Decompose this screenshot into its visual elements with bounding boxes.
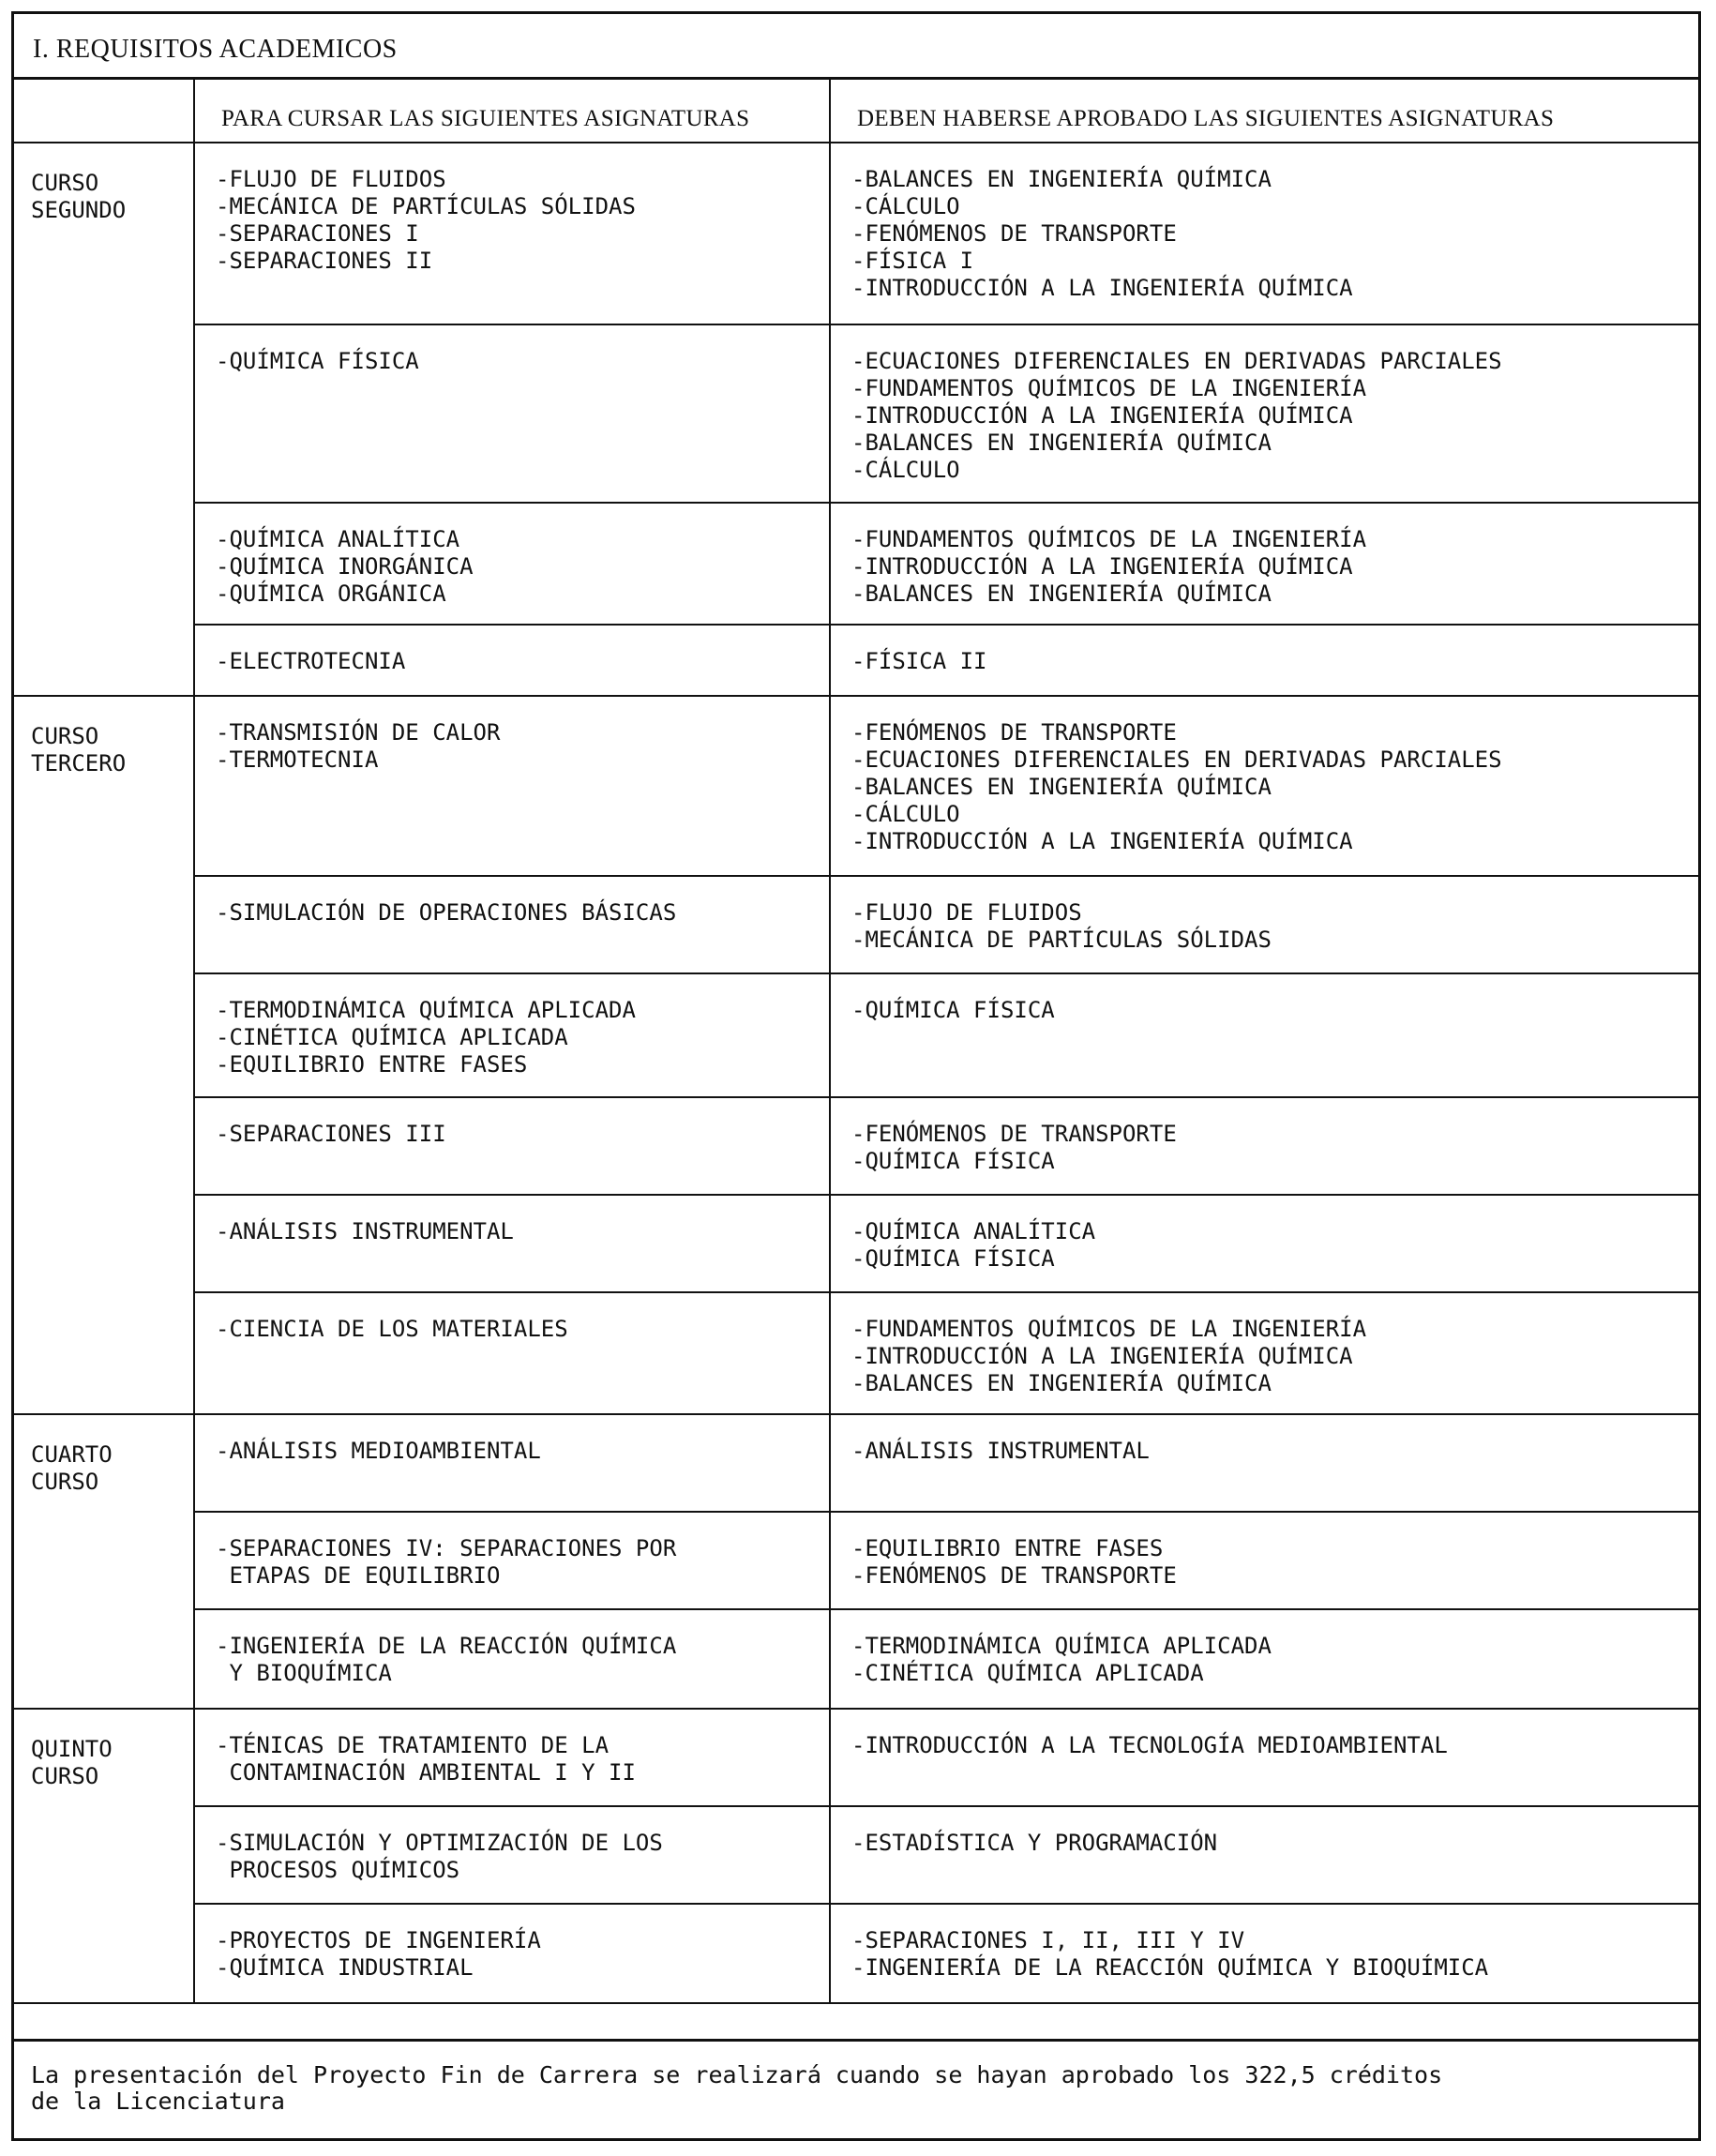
prerequisite-item: -BALANCES EN INGENIERÍA QUÍMICA [851, 1370, 1272, 1396]
subject-item: -SEPARACIONES IV: SEPARACIONES POR [216, 1535, 677, 1561]
prerequisites-cell [830, 696, 1698, 876]
subject-item: -QUÍMICA INORGÁNICA [216, 553, 474, 580]
subject-item: -SIMULACIÓN DE OPERACIONES BÁSICAS [216, 899, 677, 926]
prerequisite-item: -INGENIERÍA DE LA REACCIÓN QUÍMICA Y BIOQUÍMICA [851, 1954, 1489, 1981]
subject-item: -EQUILIBRIO ENTRE FASES [216, 1051, 528, 1078]
prerequisite-item: -FLUJO DE FLUIDOS [851, 899, 1082, 926]
subject-item: -SIMULACIÓN Y OPTIMIZACIÓN DE LOS [216, 1830, 663, 1856]
requirement-row [14, 1512, 1698, 1609]
footer-line: La presentación del Proyecto Fin de Carrera se realizará cuando se hayan aprobado los 322,5 créditos [31, 2061, 1443, 2088]
prerequisite-item: -BALANCES EN INGENIERÍA QUÍMICA [851, 166, 1272, 192]
subject-item: -TRANSMISIÓN DE CALOR [216, 719, 501, 746]
subjects-cell [194, 625, 830, 696]
prerequisites-cell [830, 1097, 1698, 1195]
prerequisites-column-header: DEBEN HABERSE APROBADO LAS SIGUIENTES ASIGNATURAS [830, 80, 1698, 143]
subject-item: -QUÍMICA ORGÁNICA [216, 580, 446, 607]
prerequisite-item: -FENÓMENOS DE TRANSPORTE [851, 220, 1177, 247]
subject-item: -ANÁLISIS INSTRUMENTAL [216, 1218, 514, 1244]
course-label: CURSO [31, 170, 99, 196]
course-label: QUINTO [31, 1736, 113, 1762]
course-cell [14, 696, 194, 1414]
requirement-row [14, 625, 1698, 696]
subjects-cell [194, 1609, 830, 1709]
subjects-cell [194, 973, 830, 1097]
subject-item: -ANÁLISIS MEDIOAMBIENTAL [216, 1438, 541, 1464]
subject-item: -FLUJO DE FLUIDOS [216, 166, 446, 192]
prerequisite-item: -CINÉTICA QUÍMICA APLICADA [851, 1660, 1204, 1686]
prerequisite-item: -INTRODUCCIÓN A LA INGENIERÍA QUÍMICA [851, 402, 1353, 429]
prerequisite-item: -CÁLCULO [851, 801, 960, 827]
subject-item: -QUÍMICA INDUSTRIAL [216, 1954, 474, 1981]
prerequisites-cell [830, 1609, 1698, 1709]
prerequisite-item: -ANÁLISIS INSTRUMENTAL [851, 1438, 1150, 1464]
prerequisite-item: -ESTADÍSTICA Y PROGRAMACIÓN [851, 1830, 1218, 1856]
course-column-header [14, 80, 194, 143]
prerequisites-cell [830, 1195, 1698, 1292]
header-row [14, 80, 1698, 143]
prerequisite-item: -FENÓMENOS DE TRANSPORTE [851, 1121, 1177, 1147]
subject-item: -MECÁNICA DE PARTÍCULAS SÓLIDAS [216, 193, 636, 219]
subject-item: -TERMOTECNIA [216, 746, 379, 773]
requirement-row [14, 876, 1698, 973]
prerequisite-item: -INTRODUCCIÓN A LA TECNOLOGÍA MEDIOAMBIENTAL [851, 1732, 1448, 1758]
prerequisite-item: -BALANCES EN INGENIERÍA QUÍMICA [851, 430, 1272, 456]
requirement-row [14, 973, 1698, 1097]
prerequisite-item: -INTRODUCCIÓN A LA INGENIERÍA QUÍMICA [851, 828, 1353, 854]
requirement-row [14, 1609, 1698, 1709]
requirement-row [14, 503, 1698, 625]
course-label: CURSO [31, 723, 99, 749]
prerequisite-item: -INTRODUCCIÓN A LA INGENIERÍA QUÍMICA [851, 1343, 1353, 1369]
subjects-cell [194, 1097, 830, 1195]
prerequisite-item: -FUNDAMENTOS QUÍMICOS DE LA INGENIERÍA [851, 375, 1367, 401]
subjects-cell [194, 1292, 830, 1414]
prerequisites-cell [830, 1512, 1698, 1609]
prerequisites-cell [830, 1709, 1698, 1806]
subjects-cell [194, 1512, 830, 1609]
requirement-row [14, 143, 1698, 324]
prerequisites-cell [830, 876, 1698, 973]
prerequisite-item: -QUÍMICA FÍSICA [851, 997, 1055, 1023]
footer-note [14, 2039, 1698, 2138]
prerequisite-item: -FUNDAMENTOS QUÍMICOS DE LA INGENIERÍA [851, 1316, 1367, 1342]
course-cell [14, 1709, 194, 2003]
subject-item: -INGENIERÍA DE LA REACCIÓN QUÍMICA [216, 1633, 677, 1659]
subject-item: PROCESOS QUÍMICOS [216, 1857, 460, 1883]
subjects-cell [194, 696, 830, 876]
subject-item: -CINÉTICA QUÍMICA APLICADA [216, 1024, 568, 1050]
prerequisite-item: -INTRODUCCIÓN A LA INGENIERÍA QUÍMICA [851, 275, 1353, 301]
subjects-cell [194, 1709, 830, 1806]
prerequisite-item: -MECÁNICA DE PARTÍCULAS SÓLIDAS [851, 927, 1272, 953]
prerequisites-cell [830, 503, 1698, 625]
prerequisite-item: -QUÍMICA FÍSICA [851, 1148, 1055, 1174]
requirement-row [14, 1709, 1698, 1806]
subjects-column-header: PARA CURSAR LAS SIGUIENTES ASIGNATURAS [194, 80, 830, 143]
prerequisite-item: -TERMODINÁMICA QUÍMICA APLICADA [851, 1633, 1272, 1659]
course-label: CUARTO [31, 1441, 113, 1468]
prerequisite-item: -INTRODUCCIÓN A LA INGENIERÍA QUÍMICA [851, 553, 1353, 580]
prerequisites-cell [830, 324, 1698, 503]
subject-item: -QUÍMICA ANALÍTICA [216, 526, 460, 552]
subjects-cell [194, 324, 830, 503]
prerequisite-item: -CÁLCULO [851, 193, 960, 219]
subjects-cell [194, 1414, 830, 1512]
prerequisites-cell [830, 1806, 1698, 1904]
subjects-cell [194, 1195, 830, 1292]
subject-item: -QUÍMICA FÍSICA [216, 348, 419, 374]
subjects-cell [194, 1806, 830, 1904]
prerequisite-item: -CÁLCULO [851, 457, 960, 483]
subject-item: -TERMODINÁMICA QUÍMICA APLICADA [216, 997, 636, 1023]
requirement-row [14, 696, 1698, 876]
prerequisites-cell [830, 1414, 1698, 1512]
course-label: TERCERO [31, 750, 127, 776]
subjects-cell [194, 503, 830, 625]
course-label: CURSO [31, 1763, 99, 1789]
subjects-cell [194, 143, 830, 324]
subjects-cell [194, 1904, 830, 2003]
subject-item: -PROYECTOS DE INGENIERÍA [216, 1927, 541, 1953]
requirement-row [14, 1292, 1698, 1414]
prerequisites-cell [830, 1292, 1698, 1414]
prerequisite-item: -BALANCES EN INGENIERÍA QUÍMICA [851, 774, 1272, 800]
footer-line: de la Licenciatura [31, 2088, 285, 2115]
requirement-row [14, 1414, 1698, 1512]
requirements-table [14, 80, 1698, 2004]
subjects-cell [194, 876, 830, 973]
subject-item: -SEPARACIONES III [216, 1121, 446, 1147]
subject-item: -TÉNICAS DE TRATAMIENTO DE LA [216, 1732, 610, 1758]
subject-item: -SEPARACIONES I [216, 220, 419, 247]
prerequisite-item: -QUÍMICA FÍSICA [851, 1245, 1055, 1272]
prerequisite-item: -SEPARACIONES I, II, III Y IV [851, 1927, 1245, 1953]
course-label: CURSO [31, 1469, 99, 1495]
requirement-row [14, 1097, 1698, 1195]
prerequisites-cell [830, 143, 1698, 324]
prerequisites-cell [830, 973, 1698, 1097]
prerequisite-item: -FENÓMENOS DE TRANSPORTE [851, 1562, 1177, 1589]
subject-item: CONTAMINACIÓN AMBIENTAL I Y II [216, 1759, 636, 1786]
requirement-row [14, 1904, 1698, 2003]
prerequisite-item: -ECUACIONES DIFERENCIALES EN DERIVADAS PARCIALES [851, 348, 1502, 374]
prerequisite-item: -BALANCES EN INGENIERÍA QUÍMICA [851, 580, 1272, 607]
prerequisite-item: -EQUILIBRIO ENTRE FASES [851, 1535, 1164, 1561]
course-cell [14, 143, 194, 696]
section-title: I. REQUISITOS ACADEMICOS [14, 14, 1698, 80]
subject-item: ETAPAS DE EQUILIBRIO [216, 1562, 501, 1589]
prerequisite-item: -FÍSICA I [851, 248, 974, 274]
prerequisites-cell [830, 625, 1698, 696]
subject-item: -ELECTROTECNIA [216, 648, 406, 674]
subject-item: -CIENCIA DE LOS MATERIALES [216, 1316, 568, 1342]
prerequisite-item: -FENÓMENOS DE TRANSPORTE [851, 719, 1177, 746]
requirement-row [14, 324, 1698, 503]
prerequisite-item: -FÍSICA II [851, 648, 987, 674]
requirement-row [14, 1806, 1698, 1904]
course-cell [14, 1414, 194, 1709]
requirement-row [14, 1195, 1698, 1292]
subject-item: Y BIOQUÍMICA [216, 1660, 392, 1686]
prerequisite-item: -FUNDAMENTOS QUÍMICOS DE LA INGENIERÍA [851, 526, 1367, 552]
prerequisites-cell [830, 1904, 1698, 2003]
course-label: SEGUNDO [31, 197, 127, 223]
requirements-document [11, 11, 1701, 2141]
prerequisite-item: -QUÍMICA ANALÍTICA [851, 1218, 1096, 1244]
prerequisite-item: -ECUACIONES DIFERENCIALES EN DERIVADAS PARCIALES [851, 746, 1502, 773]
subject-item: -SEPARACIONES II [216, 248, 433, 274]
